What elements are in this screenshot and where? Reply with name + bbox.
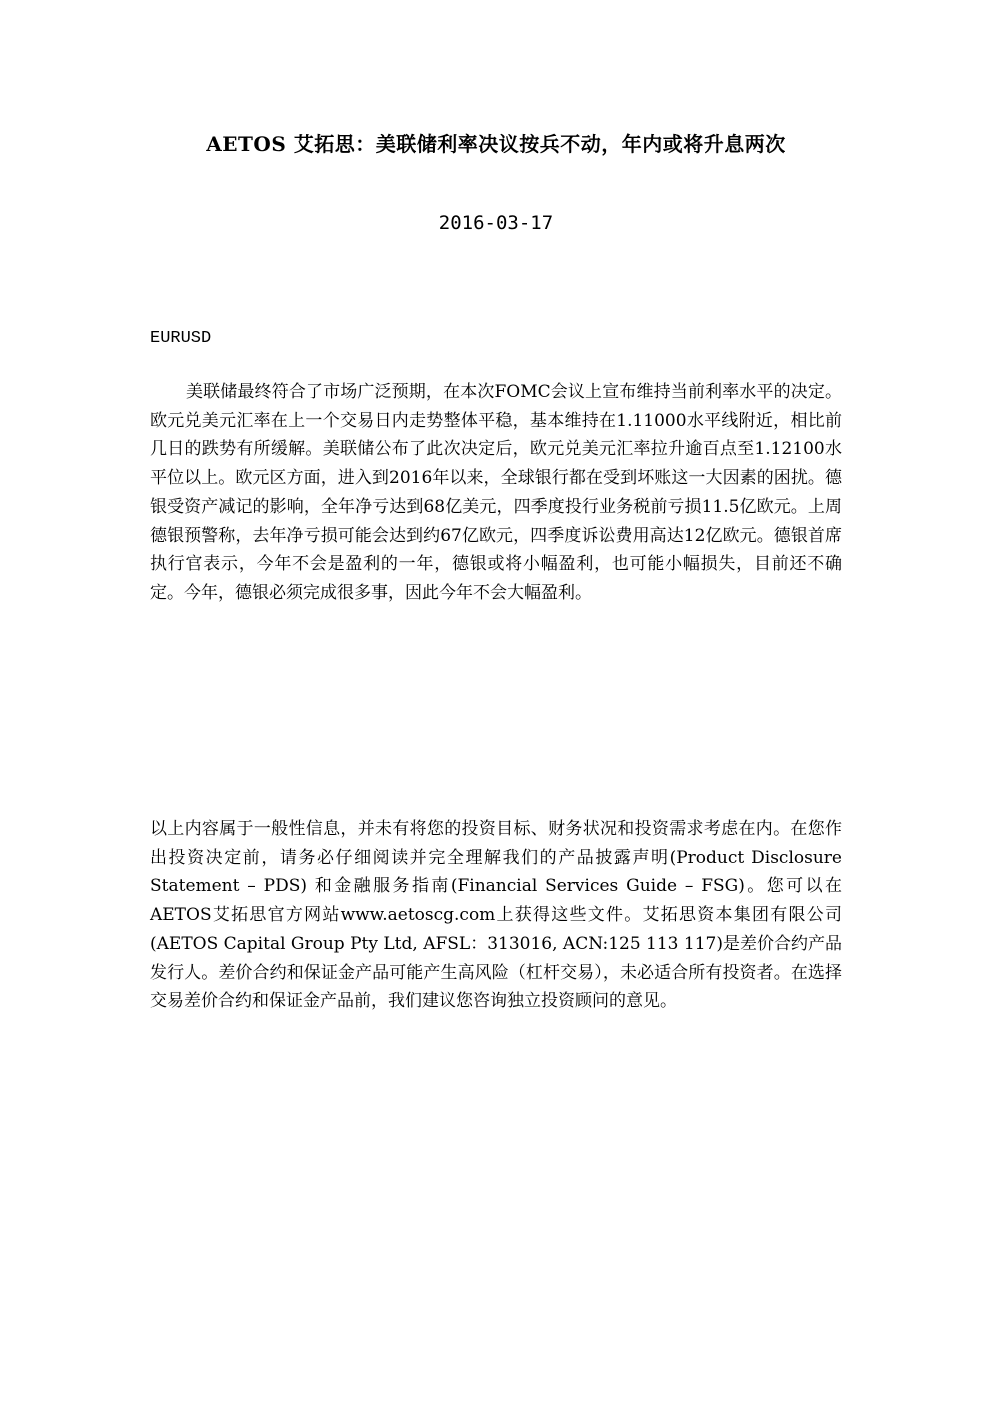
- publish-date: 2016-03-17: [438, 212, 554, 234]
- section-heading: EURUSD: [150, 329, 212, 348]
- document-title: AETOS 艾拓思：美联储利率决议按兵不动，年内或将升息两次: [206, 132, 786, 156]
- body-paragraph: 美联储最终符合了市场广泛预期，在本次FOMC会议上宣布维持当前利率水平的决定。欧元兑美元汇率在上一个交易日内走势整体平稳，基本维持在1.11000水平线附近，相比前几日的跌势有所缓解。美联储公布了此次决定后，欧元兑美元汇率拉升逾百点至1.12100水平位以上。欧元区方面，进入到2016年以来，全球银行都在受到坏账这一大因素的困扰。德银受资产减记的影响，全年净亏达到68亿美元，四季度投行业务税前亏损11.5亿欧元。上周德银预警称，去年净亏损可能会达到约67亿欧元，四季度诉讼费用高达12亿欧元。德银首席执行官表示，今年不会是盈利的一年，德银或将小幅盈利，也可能小幅损失，目前还不确定。今年，德银必须完成很多事，因此今年不会大幅盈利。: [150, 382, 842, 603]
- disclaimer-paragraph: 以上内容属于一般性信息，并未有将您的投资目标、财务状况和投资需求考虑在内。在您作出投资决定前，请务必仔细阅读并完全理解我们的产品披露声明(Product Disclosure Statement – PDS) 和金融服务指南(Financial Services Guide – FSG)。您可以在AETOS艾拓思官方网站www.aetoscg.com上获得这些文件。艾拓思资本集团有限公司(AETOS Capital Group Pty Ltd, AFSL：313016, ACN:125 113 117)是差价合约产品发行人。差价合约和保证金产品可能产生高风险（杠杆交易），未必适合所有投资者。在选择交易差价合约和保证金产品前，我们建议您咨询独立投资顾问的意见。: [150, 819, 842, 1012]
